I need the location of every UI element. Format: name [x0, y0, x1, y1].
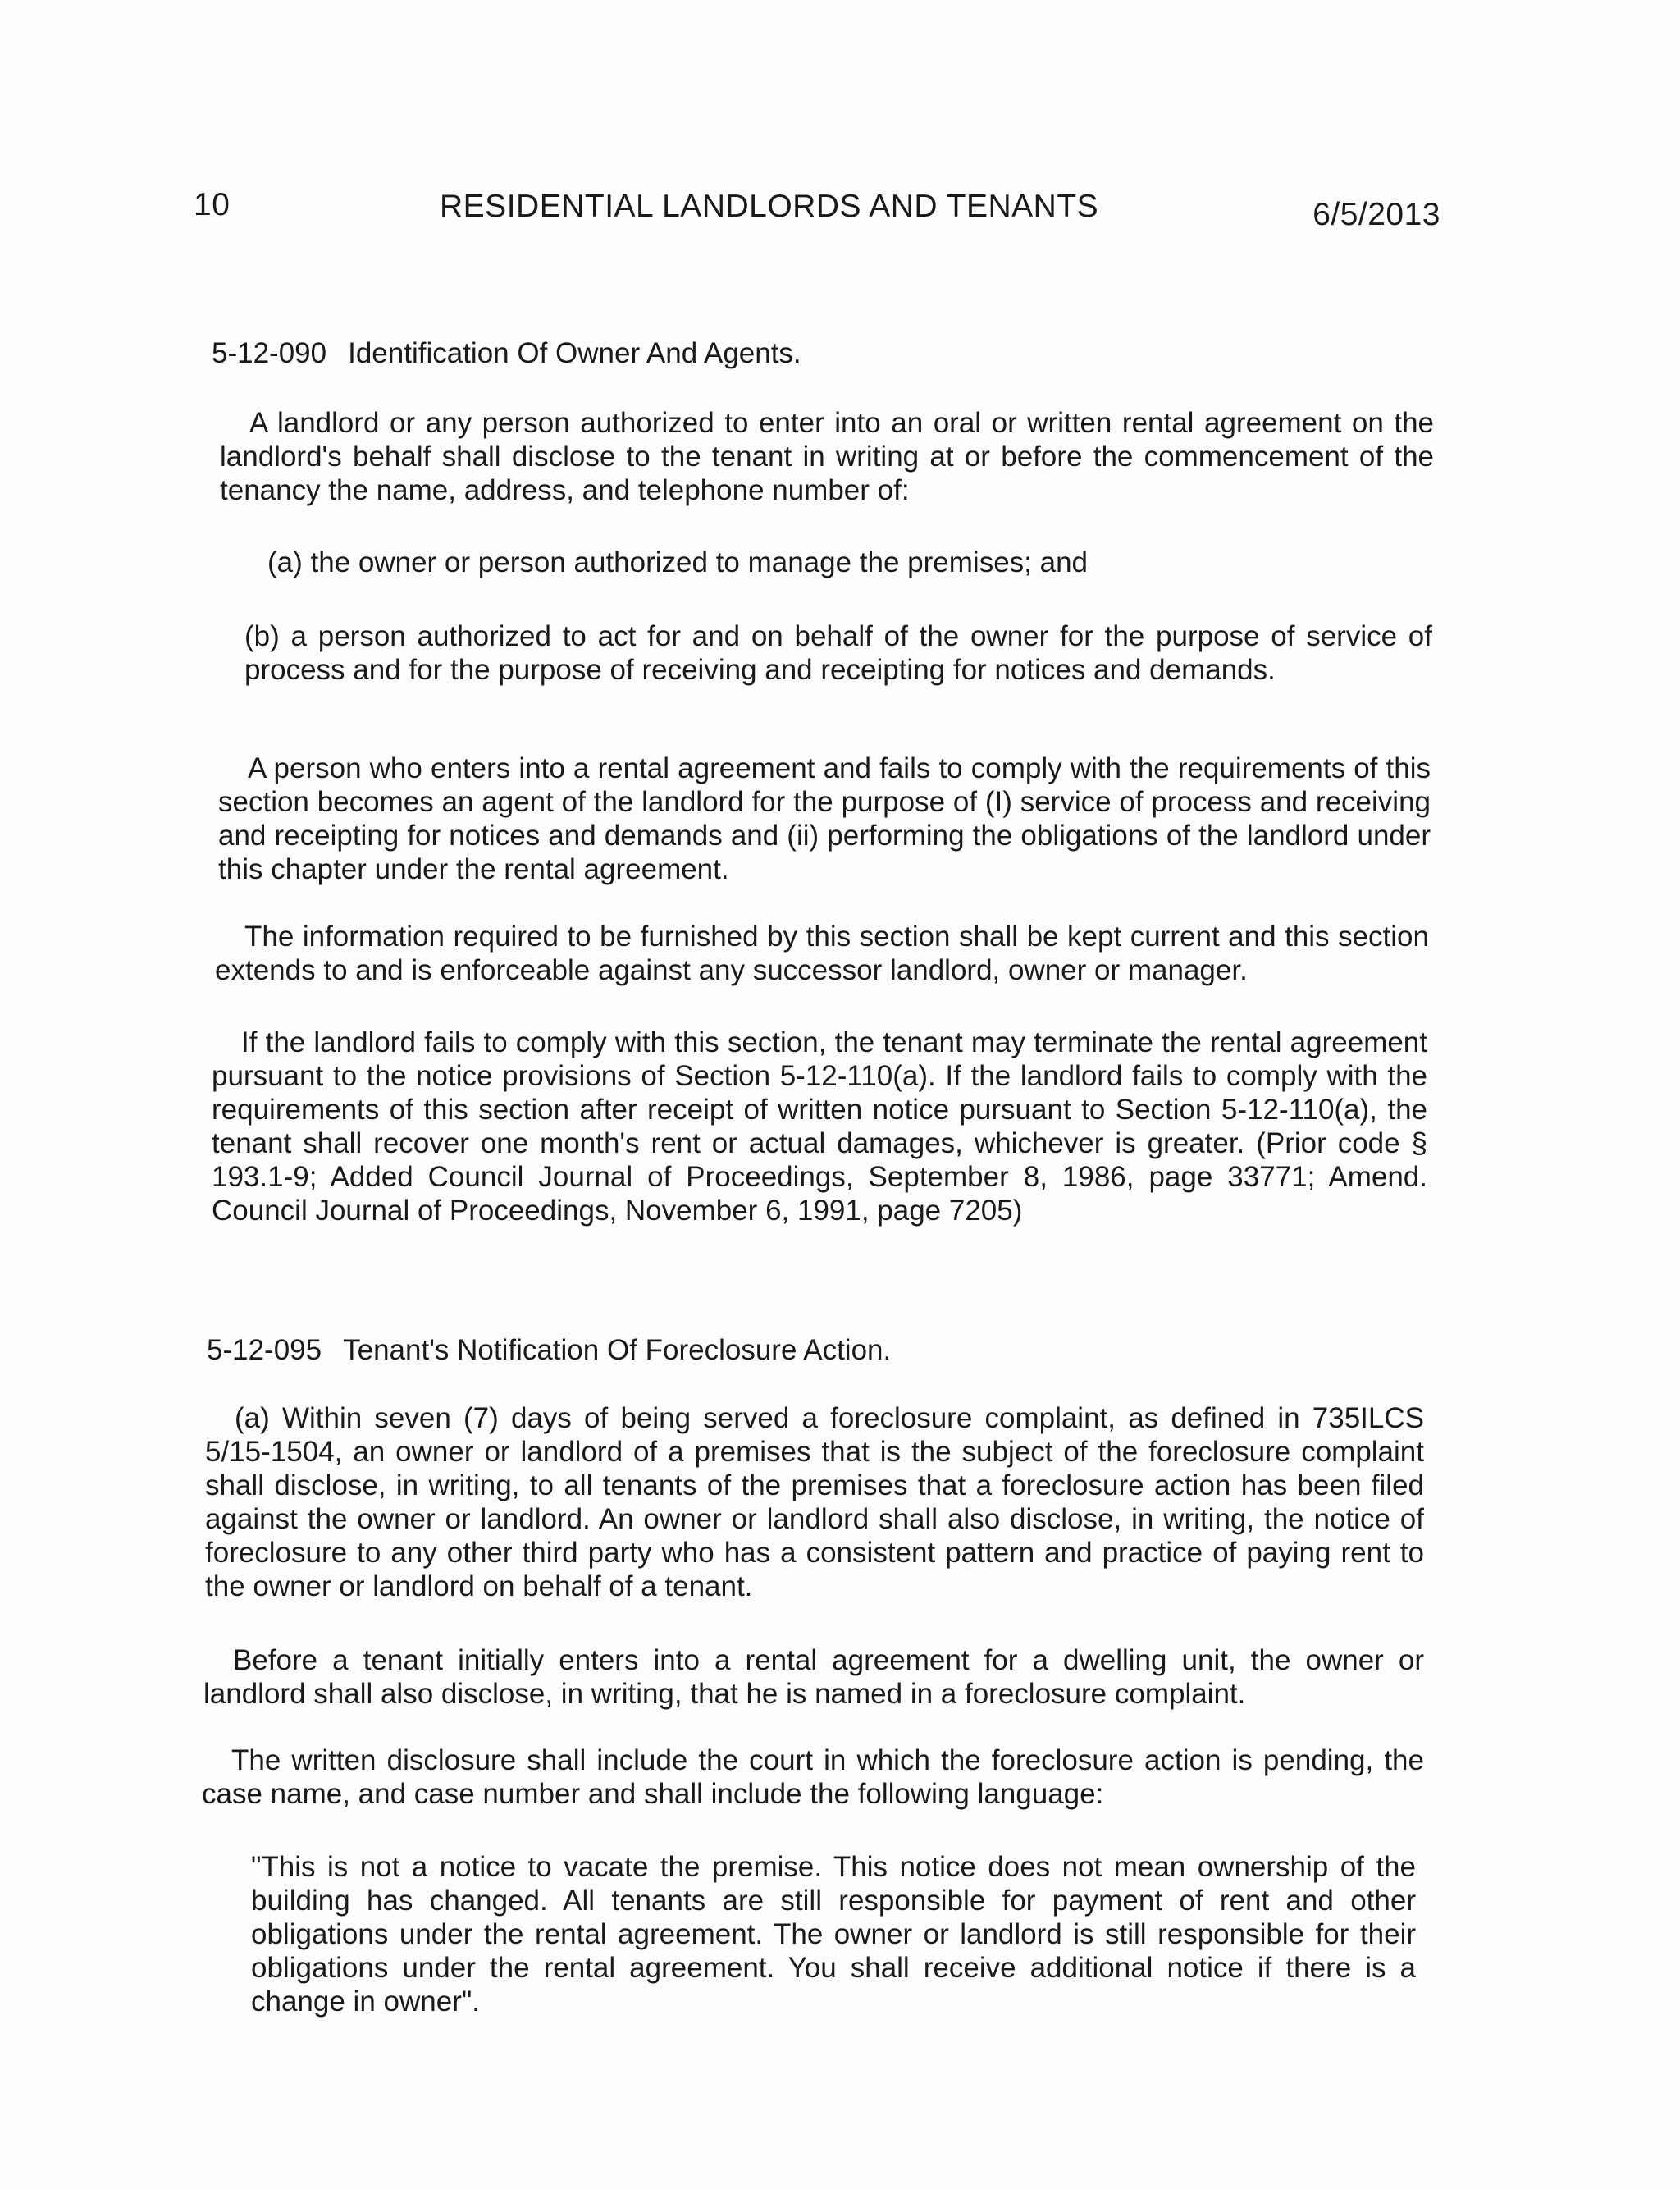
- section-090-agent-paragraph: A person who enters into a rental agreement and fails to comply with the requirements of this section becomes an agent of the landlord for the purpose of (I) service of process and receiving and receipting for notices and demands and (ii) performing the obligations of the landlord under this chapter under the rental agreement.: [218, 752, 1431, 885]
- section-090-item-a: (a) the owner or person authorized to manage the premises; and: [267, 546, 1089, 578]
- section-090-number: 5-12-090: [212, 337, 327, 369]
- section-090-current-paragraph: The information required to be furnished by this section shall be kept current and this section extends to and is enforceable against any successor landlord, owner or manager.: [215, 921, 1429, 986]
- section-095-before-paragraph: Before a tenant initially enters into a rental agreement for a dwelling unit, the owner or landlord shall also disclose, in writing, that he is named in a foreclosure complaint.: [203, 1644, 1424, 1710]
- running-title: RESIDENTIAL LANDLORDS AND TENANTS: [440, 189, 1099, 224]
- section-095-number: 5-12-095: [207, 1334, 322, 1366]
- header-date: 6/5/2013: [1312, 197, 1440, 232]
- section-090-terminate-paragraph: If the landlord fails to comply with this section, the tenant may terminate the rental agreement pursuant to the notice provisions of Section 5-12-110(a). If the landlord fails to comply with the requirements of this section after receipt of written notice pursuant to Section 5-12-110(a), the tenant shall recover one month's rent or actual damages, whichever is greater. (Prior code § 193.1-9; Added Council Journal of Proceedings, September 8, 1986, page 33771; Amend. Council Journal of Proceedings, November 6, 1991, page 7205): [212, 1026, 1427, 1227]
- section-095-written-paragraph: The written disclosure shall include the court in which the foreclosure action is pending, the case name, and case number and shall include the following language:: [202, 1744, 1424, 1810]
- section-090-title: Identification Of Owner And Agents.: [348, 337, 801, 369]
- section-090-heading: [212, 336, 801, 370]
- section-095-quote: "This is not a notice to vacate the premise. This notice does not mean ownership of the building has changed. All tenants are still responsible for payment of rent and other obligations under the rental agreement. The owner or landlord is still responsible for their obligations under the rental agreement. You shall receive additional notice if there is a change in owner".: [251, 1851, 1416, 2018]
- section-095-heading: [207, 1333, 891, 1367]
- page-number: 10: [194, 187, 231, 222]
- section-095-paragraph-a: (a) Within seven (7) days of being served a foreclosure complaint, as defined in 735ILCS 5/15-1504, an owner or landlord of a premises that is the subject of the foreclosure complaint shall disclose, in writing, to all tenants of the premises that a foreclosure action has been filed against the owner or landlord. An owner or landlord shall also disclose, in writing, the notice of foreclosure to any other third party who has a consistent pattern and practice of paying rent to the owner or landlord on behalf of a tenant.: [205, 1402, 1424, 1602]
- page-header: [194, 187, 1440, 232]
- section-090-intro: A landlord or any person authorized to enter into an oral or written rental agreement on the landlord's behalf shall disclose to the tenant in writing at or before the commencement of the tenancy the name, address, and telephone number of:: [220, 407, 1434, 506]
- section-095-title: Tenant's Notification Of Foreclosure Action.: [343, 1334, 892, 1366]
- section-090-item-b: (b) a person authorized to act for and on behalf of the owner for the purpose of service of process and for the purpose of receiving and receipting for notices and demands.: [244, 620, 1432, 686]
